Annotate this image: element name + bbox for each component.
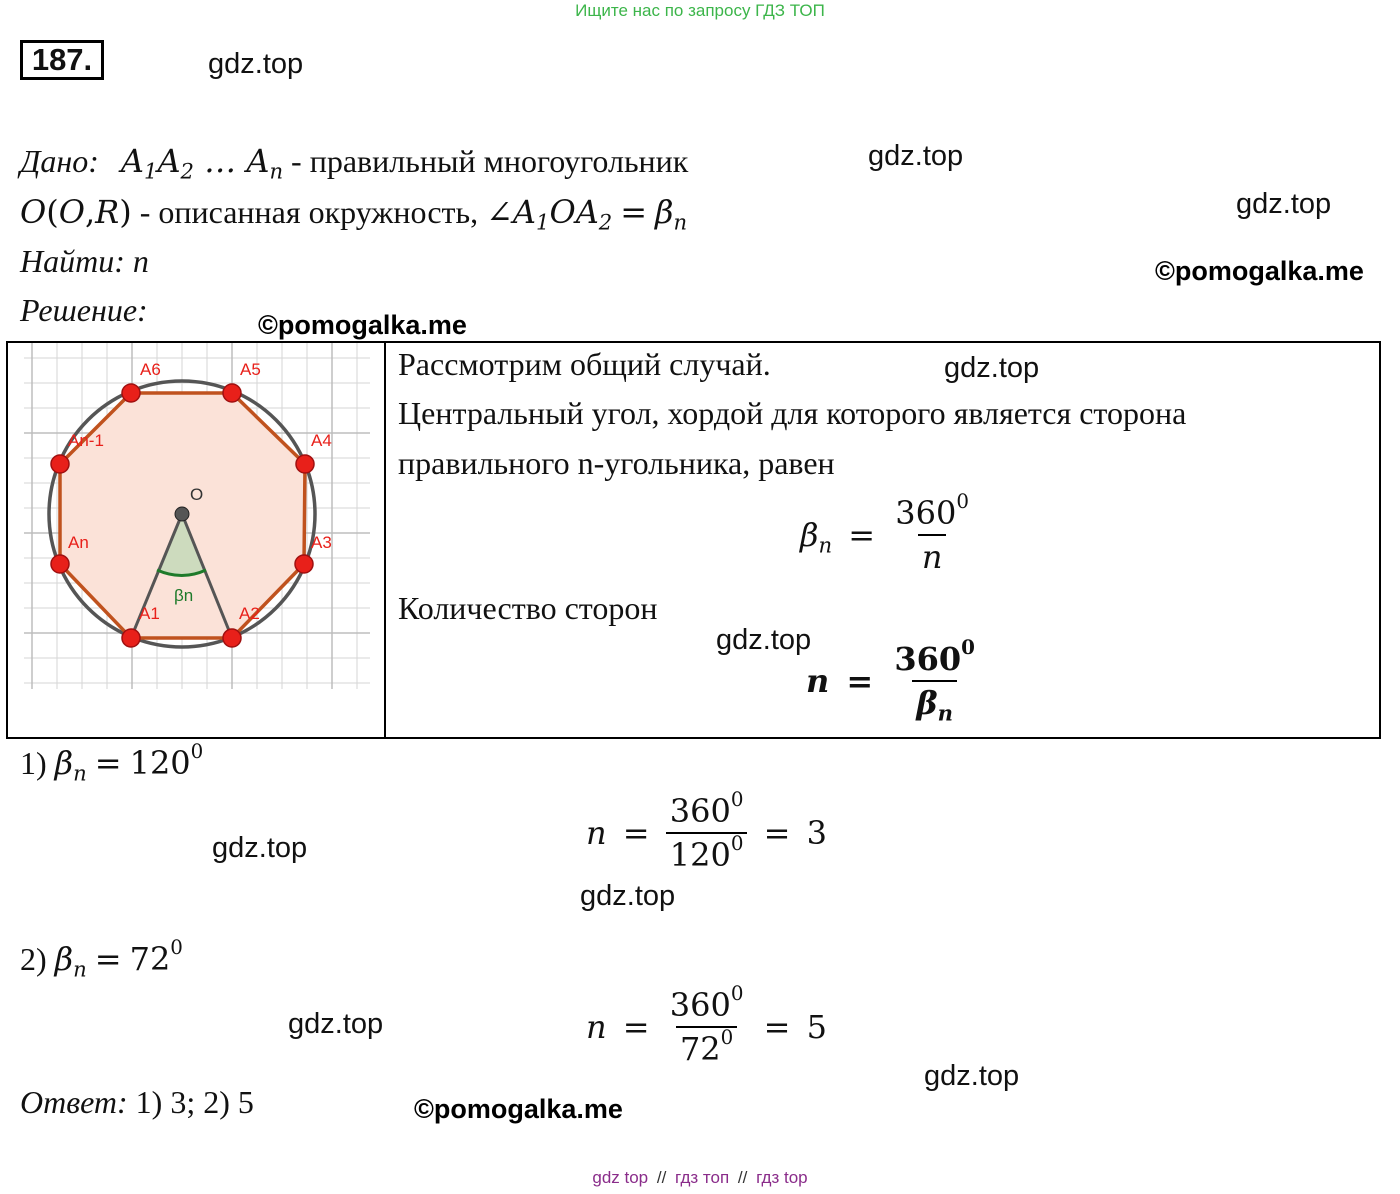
watermark-gdz: gdz.top [924, 1060, 1020, 1092]
case2-value: 72 [129, 940, 171, 978]
answer-label: Ответ: [20, 1084, 128, 1120]
solution-line: Решение: [20, 292, 148, 328]
explain-line-4: Количество сторон [398, 590, 658, 626]
answer-text: 1) 3; 2) 5 [135, 1084, 254, 1120]
label-an: An [68, 533, 89, 552]
vertex-a6 [122, 384, 140, 402]
explain-line-3: правильного n-угольника, равен [398, 445, 835, 481]
find-label: Найти [20, 243, 115, 279]
polygon-figure [24, 343, 370, 689]
case1-num: 360 [669, 792, 731, 830]
case2-given: 2) $\beta_n = 72^0$ [20, 936, 183, 982]
footer-link-3[interactable]: гдз top [756, 1168, 808, 1187]
label-a6: A6 [140, 360, 161, 379]
explain-line-1: Рассмотрим общий случай. [398, 346, 771, 382]
polygon-desc: - правильный многоугольник [291, 143, 689, 179]
footer-sep-1: // [656, 1168, 667, 1187]
vertex-a2 [223, 629, 241, 647]
find-var: n [132, 243, 149, 279]
case2-fraction: $\frac{360^0}{72^0}$ [669, 982, 744, 1068]
case2-prefix: 2) [20, 941, 47, 977]
problem-number: 187. [20, 40, 104, 80]
formula-n-num: 360 [894, 640, 962, 678]
vertex-an [51, 555, 69, 573]
label-an1: An-1 [68, 431, 104, 450]
case2-formula: n = $\frac{360^0}{72^0}$ = 5 [586, 982, 827, 1068]
label-beta: βn [174, 586, 194, 605]
case2-den: 72 [679, 1030, 721, 1068]
footer-link-1[interactable]: gdz top [592, 1168, 649, 1187]
formula-beta-num: 360 [895, 494, 957, 532]
watermark-pomogalka: ©pomogalka.me [1155, 256, 1364, 286]
given-line-1: Дано: $A_1A_2$ … $A_n$ - правильный многоугольник [20, 142, 689, 184]
formula-beta-den: n [918, 534, 947, 576]
given-label: Дано [20, 143, 89, 179]
case1-value: 120 [129, 744, 191, 782]
given-line-2: O(O,R) - описанная окружность, $\angle A_1OA_2 = \beta_n$ [20, 193, 688, 235]
watermark-gdz: gdz.top [580, 880, 676, 912]
label-a3: A3 [311, 533, 332, 552]
label-a1: A1 [139, 604, 160, 623]
top-banner[interactable]: Ищите нас по запросу ГДЗ ТОП [575, 1, 825, 20]
box-divider [384, 341, 386, 739]
vertex-a5 [223, 384, 241, 402]
watermark-gdz: gdz.top [1236, 188, 1332, 220]
watermark-gdz: gdz.top [288, 1008, 384, 1040]
label-a5: A5 [240, 360, 261, 379]
watermark-gdz: gdz.top [716, 624, 812, 656]
watermark-gdz: gdz.top [944, 352, 1040, 384]
center-point [175, 507, 189, 521]
footer-links [0, 1168, 1400, 1188]
solution-label: Решение [20, 292, 138, 328]
watermark-pomogalka: ©pomogalka.me [414, 1094, 623, 1124]
vertex-an1 [51, 455, 69, 473]
case1-result: 3 [806, 814, 827, 852]
case1-fraction: $\frac{360^0}{120^0}$ [666, 792, 748, 874]
watermark-gdz: gdz.top [868, 140, 964, 172]
case1-formula: n = $\frac{360^0}{120^0}$ = 3 [586, 788, 827, 874]
explain-line-2: Центральный угол, хордой для которого является сторона [398, 395, 1187, 431]
formula-n-fraction: $\frac{360^0}{\beta_n}$ [894, 635, 975, 726]
find-line: Найти: n [20, 243, 149, 279]
watermark-gdz: gdz.top [208, 48, 304, 80]
label-a4: A4 [311, 431, 332, 450]
footer-sep-2: // [737, 1168, 748, 1187]
formula-n: n = $\frac{360^0}{\beta_n}$ [806, 640, 979, 722]
answer-line [20, 1084, 254, 1121]
vertex-a4 [296, 455, 314, 473]
formula-n-den: β [916, 684, 938, 722]
case2-num: 360 [669, 986, 731, 1024]
label-a2: A2 [239, 604, 260, 623]
footer-link-2[interactable]: гдз топ [675, 1168, 730, 1187]
watermark-pomogalka: ©pomogalka.me [258, 310, 467, 340]
label-o: O [190, 485, 204, 504]
vertex-a3 [295, 555, 313, 573]
vertex-a1 [122, 629, 140, 647]
circle-desc: - описанная окружность, [139, 194, 479, 230]
formula-beta: $\beta_n$ = $\frac{360^0}{n}$ [800, 494, 973, 576]
case1-prefix: 1) [20, 745, 47, 781]
case1-given: 1) $\beta_n = 120^0$ [20, 740, 204, 786]
watermark-gdz: gdz.top [212, 832, 308, 864]
case2-result: 5 [806, 1008, 827, 1046]
formula-beta-fraction: $\frac{360^0}{n}$ [895, 490, 969, 576]
case1-den: 120 [669, 836, 731, 874]
